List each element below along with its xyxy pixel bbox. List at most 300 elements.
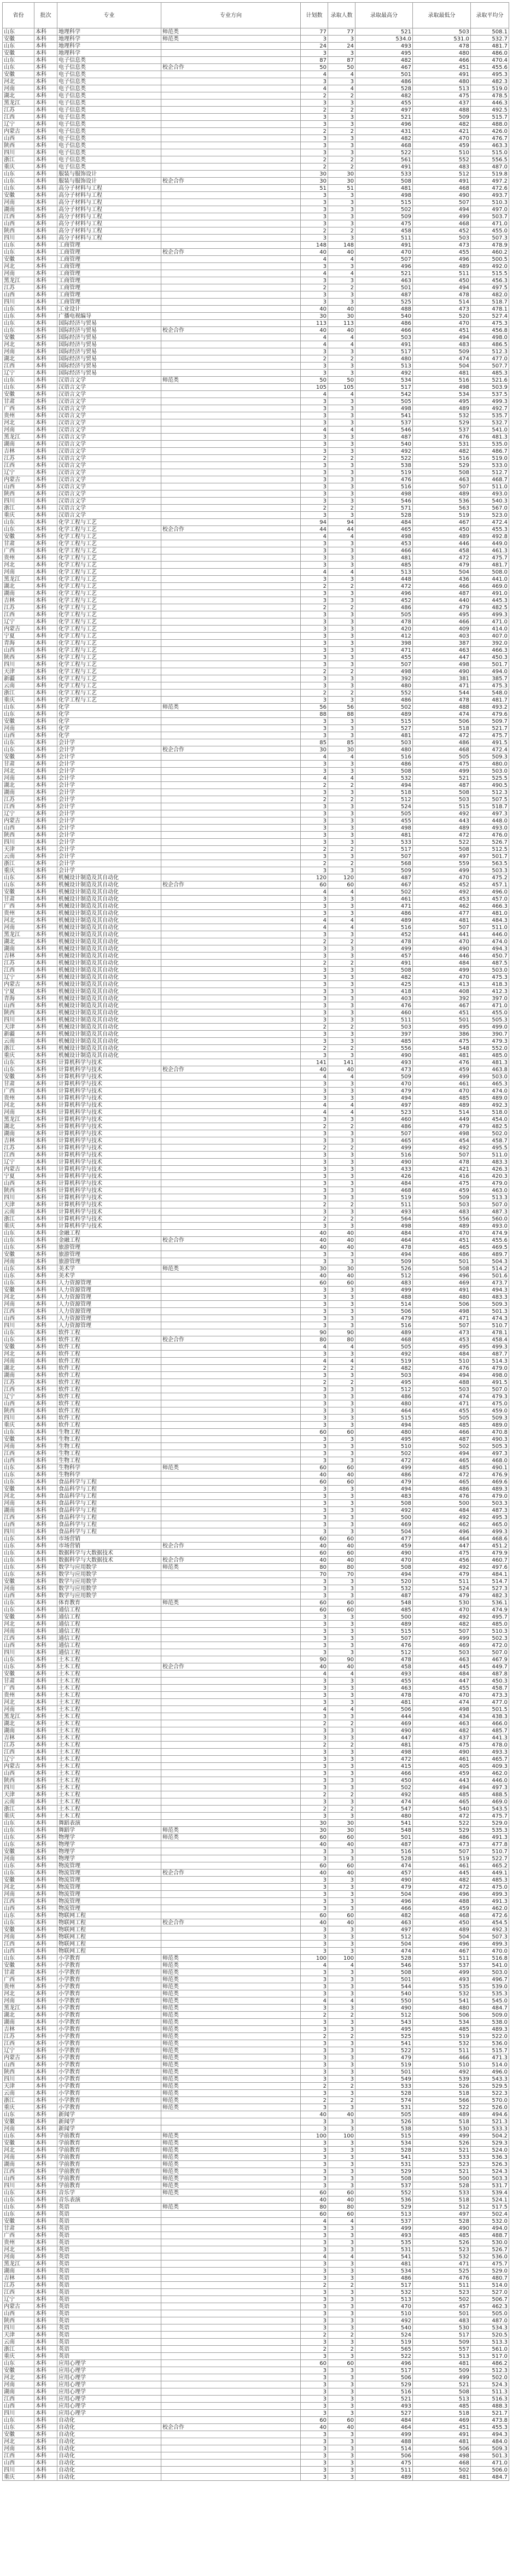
- table-row: [3, 817, 509, 825]
- cell-min-score: 473: [413, 1329, 471, 1336]
- cell-admitted: 3: [328, 412, 355, 419]
- cell-batch: 本科: [34, 78, 57, 85]
- cell-province: 山东: [3, 1265, 34, 1272]
- cell-major: 软件工程: [57, 1351, 161, 1358]
- cell-min-score: 528: [413, 2218, 471, 2225]
- cell-province: 江西: [3, 1941, 34, 1948]
- cell-admitted: 3: [328, 100, 355, 107]
- cell-major: 软件工程: [57, 1415, 161, 1422]
- cell-province: 河北: [3, 562, 34, 569]
- table-row: [3, 647, 509, 654]
- cell-direction: [161, 654, 301, 661]
- table-row: [3, 476, 509, 483]
- cell-avg-score: 478.1: [471, 306, 509, 313]
- cell-province: 安徽: [3, 71, 34, 78]
- cell-max-score: 509: [355, 1258, 413, 1265]
- cell-province: 天津: [3, 1024, 34, 1031]
- cell-admitted: 3: [328, 697, 355, 704]
- cell-batch: 本科: [34, 796, 57, 803]
- cell-admitted: 3: [328, 647, 355, 654]
- table-row: [3, 313, 509, 320]
- cell-admitted: 4: [328, 533, 355, 540]
- cell-direction: [161, 583, 301, 590]
- cell-min-score: 532: [413, 1990, 471, 1997]
- cell-admitted: 60: [328, 1607, 355, 1614]
- cell-min-score: 403: [413, 633, 471, 640]
- cell-max-score: 565: [355, 2346, 413, 2353]
- cell-avg-score: 420.3: [471, 1173, 509, 1180]
- cell-admitted: 3: [328, 291, 355, 299]
- cell-min-score: 413: [413, 981, 471, 988]
- cell-plan: 3: [301, 945, 328, 953]
- cell-max-score: 466: [355, 547, 413, 554]
- cell-min-score: 540: [413, 1806, 471, 1813]
- cell-max-score: 486: [355, 320, 413, 327]
- cell-plan: 3: [301, 867, 328, 874]
- cell-batch: 本科: [34, 2289, 57, 2296]
- cell-batch: 本科: [34, 2275, 57, 2282]
- cell-direction: [161, 2452, 301, 2460]
- cell-avg-score: 468.7: [471, 476, 509, 483]
- cell-min-score: 482: [413, 121, 471, 128]
- cell-batch: 本科: [34, 611, 57, 618]
- cell-plan: 2: [301, 355, 328, 363]
- cell-admitted: 4: [328, 2253, 355, 2260]
- cell-max-score: 476: [355, 476, 413, 483]
- cell-province: 河南: [3, 2154, 34, 2161]
- cell-admitted: 3: [328, 732, 355, 739]
- cell-direction: 师范类: [161, 2168, 301, 2175]
- cell-avg-score: 489.3: [471, 1486, 509, 1493]
- cell-province: 山西: [3, 2460, 34, 2467]
- table-row: [3, 1123, 509, 1130]
- cell-max-score: 515: [355, 718, 413, 725]
- cell-major: 国际经济与贸易: [57, 363, 161, 370]
- cell-direction: [161, 945, 301, 953]
- cell-min-score: 488: [413, 1379, 471, 1386]
- cell-plan: 60: [301, 1607, 328, 1614]
- cell-min-score: 509: [413, 348, 471, 355]
- cell-province: 河北: [3, 263, 34, 270]
- cell-direction: [161, 235, 301, 242]
- cell-direction: [161, 597, 301, 604]
- cell-max-score: 479: [355, 1088, 413, 1095]
- cell-admitted: 2: [328, 2083, 355, 2090]
- cell-min-score: 519: [413, 2033, 471, 2040]
- cell-batch: 本科: [34, 2310, 57, 2317]
- cell-admitted: 3: [328, 2147, 355, 2154]
- cell-province: 四川: [3, 235, 34, 242]
- cell-direction: [161, 739, 301, 746]
- cell-max-score: 499: [355, 945, 413, 953]
- cell-admitted: 3: [328, 1585, 355, 1592]
- cell-admitted: 3: [328, 476, 355, 483]
- cell-admitted: 4: [328, 270, 355, 277]
- cell-plan: 3: [301, 1287, 328, 1294]
- cell-avg-score: 479.0: [471, 1180, 509, 1187]
- table-row: [3, 149, 509, 156]
- cell-major: 软件工程: [57, 1365, 161, 1372]
- cell-plan: 3: [301, 2147, 328, 2154]
- cell-max-score: 528: [355, 2147, 413, 2154]
- cell-max-score: 481: [355, 1742, 413, 1749]
- cell-avg-score: 509.3: [471, 1301, 509, 1308]
- cell-admitted: 3: [328, 2410, 355, 2417]
- cell-batch: 本科: [34, 1230, 57, 1237]
- cell-max-score: 531: [355, 2161, 413, 2168]
- cell-direction: [161, 1479, 301, 1486]
- cell-major: 机械设计制造及其自动化: [57, 910, 161, 917]
- cell-admitted: 3: [328, 967, 355, 974]
- cell-province: 黑龙江: [3, 931, 34, 938]
- cell-plan: 3: [301, 1436, 328, 1443]
- cell-major: 机械设计制造及其自动化: [57, 960, 161, 967]
- cell-max-score: 499: [355, 2225, 413, 2232]
- cell-max-score: 484: [355, 2417, 413, 2424]
- cell-direction: [161, 1208, 301, 1216]
- cell-province: 江西: [3, 1386, 34, 1393]
- cell-min-score: 521: [413, 2168, 471, 2175]
- cell-plan: 3: [301, 78, 328, 85]
- cell-admitted: 50: [328, 377, 355, 384]
- cell-direction: [161, 967, 301, 974]
- cell-avg-score: 491.5: [471, 1379, 509, 1386]
- cell-max-score: 488: [355, 306, 413, 313]
- cell-batch: 本科: [34, 1692, 57, 1699]
- cell-direction: [161, 1820, 301, 1827]
- cell-province: 山东: [3, 28, 34, 36]
- table-row: [3, 1080, 509, 1088]
- cell-min-score: 480: [413, 1294, 471, 1301]
- cell-major: 化学工程与工艺: [57, 533, 161, 540]
- cell-province: 云南: [3, 2090, 34, 2097]
- cell-direction: [161, 92, 301, 100]
- cell-min-score: 470: [413, 1088, 471, 1095]
- cell-max-score: 412: [355, 633, 413, 640]
- cell-major: 小学教育: [57, 2047, 161, 2054]
- cell-direction: [161, 668, 301, 675]
- table-row: [3, 1208, 509, 1216]
- cell-avg-score: 461.3: [471, 547, 509, 554]
- cell-direction: [161, 2388, 301, 2396]
- table-row: [3, 448, 509, 455]
- cell-avg-score: 512.7: [471, 469, 509, 476]
- cell-max-score: 482: [355, 974, 413, 981]
- cell-admitted: 3: [328, 1393, 355, 1400]
- cell-plan: 3: [301, 363, 328, 370]
- table-row: [3, 1990, 509, 1997]
- cell-min-score: 478: [413, 291, 471, 299]
- cell-direction: [161, 761, 301, 768]
- cell-max-score: 512: [355, 1386, 413, 1393]
- cell-max-score: 504: [355, 1891, 413, 1898]
- cell-major: 高分子材料与工程: [57, 192, 161, 199]
- cell-direction: [161, 1649, 301, 1656]
- cell-avg-score: 475.7: [471, 2260, 509, 2268]
- cell-avg-score: 539.4: [471, 2189, 509, 2197]
- cell-admitted: 3: [328, 910, 355, 917]
- table-row: [3, 1770, 509, 1777]
- cell-max-score: 470: [355, 1557, 413, 1564]
- table-row: [3, 903, 509, 910]
- table-row: [3, 1905, 509, 1912]
- cell-plan: 3: [301, 50, 328, 57]
- cell-admitted: 3: [328, 2438, 355, 2445]
- table-row: [3, 2353, 509, 2360]
- cell-batch: 本科: [34, 817, 57, 825]
- cell-major: 小学教育: [57, 2090, 161, 2097]
- cell-direction: [161, 1152, 301, 1159]
- cell-max-score: 541: [355, 2154, 413, 2161]
- cell-min-score: 488: [413, 704, 471, 711]
- cell-batch: 本科: [34, 178, 57, 185]
- cell-major: 化学工程与工艺: [57, 682, 161, 690]
- cell-direction: [161, 270, 301, 277]
- cell-avg-score: 462.0: [471, 1770, 509, 1777]
- cell-max-score: 518: [355, 789, 413, 796]
- cell-direction: [161, 441, 301, 448]
- cell-admitted: 3: [328, 2353, 355, 2360]
- cell-direction: 师范类: [161, 377, 301, 384]
- cell-province: 山东: [3, 320, 34, 327]
- cell-batch: 本科: [34, 1720, 57, 1727]
- cell-province: 河南: [3, 2381, 34, 2388]
- cell-max-score: 490: [355, 1159, 413, 1166]
- cell-admitted: 2: [328, 782, 355, 789]
- cell-max-score: 537: [355, 419, 413, 427]
- cell-avg-score: 509.3: [471, 2445, 509, 2452]
- cell-max-score: 512: [355, 1272, 413, 1280]
- cell-direction: [161, 533, 301, 540]
- cell-plan: 3: [301, 618, 328, 626]
- cell-province: 湖南: [3, 1372, 34, 1379]
- cell-min-score: 446: [413, 953, 471, 960]
- cell-direction: [161, 1692, 301, 1699]
- table-row: [3, 782, 509, 789]
- cell-min-score: 494: [413, 1784, 471, 1791]
- cell-plan: 3: [301, 981, 328, 988]
- table-row: [3, 334, 509, 341]
- cell-admitted: 3: [328, 817, 355, 825]
- cell-province: 安徽: [3, 36, 34, 43]
- cell-avg-score: 535.0: [471, 441, 509, 448]
- cell-plan: 2: [301, 1216, 328, 1223]
- cell-province: 江苏: [3, 1144, 34, 1152]
- cell-batch: 本科: [34, 1386, 57, 1393]
- cell-direction: 校企合作: [161, 1663, 301, 1670]
- cell-province: 河北: [3, 1699, 34, 1706]
- cell-direction: [161, 1201, 301, 1208]
- cell-plan: 3: [301, 554, 328, 562]
- cell-province: 山东: [3, 306, 34, 313]
- cell-province: 吉林: [3, 1734, 34, 1742]
- cell-min-score: 466: [413, 2054, 471, 2061]
- cell-avg-score: 475.3: [471, 974, 509, 981]
- cell-avg-score: 426.0: [471, 128, 509, 135]
- table-row: [3, 889, 509, 896]
- cell-avg-score: 472.4: [471, 746, 509, 753]
- cell-province: 河北: [3, 1351, 34, 1358]
- cell-batch: 本科: [34, 1216, 57, 1223]
- cell-max-score: 548: [355, 1827, 413, 1834]
- cell-major: 化学: [57, 704, 161, 711]
- cell-admitted: 3: [328, 1080, 355, 1088]
- admission-score-sheet: [2, 2, 509, 2481]
- cell-avg-score: 454.0: [471, 1116, 509, 1123]
- cell-avg-score: 526.0: [471, 2104, 509, 2111]
- cell-admitted: 94: [328, 519, 355, 526]
- cell-major: 高分子材料与工程: [57, 235, 161, 242]
- cell-admitted: 60: [328, 1479, 355, 1486]
- cell-admitted: 3: [328, 441, 355, 448]
- cell-batch: 本科: [34, 753, 57, 761]
- cell-max-score: 485: [355, 562, 413, 569]
- cell-batch: 本科: [34, 2111, 57, 2118]
- cell-admitted: 3: [328, 1635, 355, 1642]
- cell-batch: 本科: [34, 1265, 57, 1272]
- cell-batch: 本科: [34, 1372, 57, 1379]
- cell-batch: 本科: [34, 2431, 57, 2438]
- cell-avg-score: 474.3: [471, 1315, 509, 1322]
- cell-min-score: 479: [413, 604, 471, 611]
- cell-avg-score: 465.3: [471, 1080, 509, 1088]
- cell-direction: [161, 2125, 301, 2133]
- cell-batch: 本科: [34, 2474, 57, 2481]
- cell-direction: [161, 917, 301, 924]
- cell-direction: [161, 242, 301, 249]
- cell-min-score: 461: [413, 1756, 471, 1763]
- cell-min-score: 387: [413, 640, 471, 647]
- cell-major: 学前教育: [57, 2147, 161, 2154]
- cell-avg-score: 479.0: [471, 1365, 509, 1372]
- cell-plan: 77: [301, 28, 328, 36]
- cell-direction: [161, 1898, 301, 1905]
- table-row: [3, 2175, 509, 2182]
- cell-batch: 本科: [34, 2452, 57, 2460]
- cell-plan: 4: [301, 889, 328, 896]
- table-row: [3, 917, 509, 924]
- cell-direction: [161, 448, 301, 455]
- cell-min-score: 502: [413, 2467, 471, 2474]
- table-row: [3, 569, 509, 576]
- cell-admitted: 3: [328, 2040, 355, 2047]
- table-row: [3, 213, 509, 220]
- cell-plan: 3: [301, 434, 328, 441]
- cell-avg-score: 502.4: [471, 2211, 509, 2218]
- cell-batch: 本科: [34, 2083, 57, 2090]
- cell-plan: 3: [301, 1678, 328, 1685]
- cell-batch: 本科: [34, 931, 57, 938]
- cell-province: 河北: [3, 341, 34, 348]
- cell-min-score: 467: [413, 519, 471, 526]
- cell-direction: [161, 220, 301, 227]
- cell-admitted: 3: [328, 121, 355, 128]
- cell-min-score: 485: [413, 2232, 471, 2239]
- cell-direction: [161, 1244, 301, 1251]
- cell-major: 汉语言文学: [57, 419, 161, 427]
- cell-province: 河北: [3, 917, 34, 924]
- cell-direction: [161, 1187, 301, 1194]
- table-row: [3, 2111, 509, 2118]
- cell-major: 计算机科学与技术: [57, 1080, 161, 1088]
- cell-plan: 3: [301, 1159, 328, 1166]
- cell-min-score: 480: [413, 78, 471, 85]
- cell-admitted: 30: [328, 746, 355, 753]
- table-row: [3, 1791, 509, 1798]
- cell-min-score: 526: [413, 2140, 471, 2147]
- cell-max-score: 521: [355, 114, 413, 121]
- table-row: [3, 1564, 509, 1571]
- cell-avg-score: 493.0: [471, 825, 509, 832]
- cell-province: 内蒙古: [3, 2303, 34, 2310]
- cell-major: 小学教育: [57, 1990, 161, 1997]
- cell-avg-score: 455.6: [471, 64, 509, 71]
- cell-admitted: 3: [328, 1578, 355, 1585]
- cell-min-score: 470: [413, 1607, 471, 1614]
- cell-min-score: 485: [413, 1095, 471, 1102]
- table-row: [3, 1827, 509, 1834]
- table-row: [3, 2225, 509, 2232]
- cell-min-score: 480: [413, 50, 471, 57]
- cell-major: 人力资源管理: [57, 1315, 161, 1322]
- cell-avg-score: 466.3: [471, 903, 509, 910]
- cell-direction: [161, 50, 301, 57]
- cell-min-score: 541: [413, 1997, 471, 2005]
- cell-direction: [161, 1351, 301, 1358]
- cell-avg-score: 445.3: [471, 597, 509, 604]
- cell-major: 会计学: [57, 746, 161, 753]
- table-row: [3, 1386, 509, 1393]
- cell-province: 山东: [3, 1429, 34, 1436]
- cell-max-score: 534: [355, 2140, 413, 2147]
- cell-plan: 3: [301, 1166, 328, 1173]
- cell-major: 旅游管理: [57, 1251, 161, 1258]
- cell-avg-score: 491.0: [471, 590, 509, 597]
- cell-max-score: 532: [355, 2289, 413, 2296]
- cell-avg-score: 479.3: [471, 1393, 509, 1400]
- cell-batch: 本科: [34, 1941, 57, 1948]
- table-row: [3, 1059, 509, 1066]
- cell-batch: 本科: [34, 1599, 57, 1607]
- cell-batch: 本科: [34, 341, 57, 348]
- cell-province: 陕西: [3, 2069, 34, 2076]
- table-row: [3, 547, 509, 554]
- cell-admitted: 2: [328, 1379, 355, 1386]
- cell-province: 山东: [3, 1955, 34, 1962]
- cell-avg-score: 446.3: [471, 100, 509, 107]
- cell-plan: 3: [301, 1009, 328, 1017]
- cell-batch: 本科: [34, 1187, 57, 1194]
- cell-min-score: 492: [413, 1564, 471, 1571]
- cell-min-score: 534: [413, 391, 471, 398]
- cell-batch: 本科: [34, 981, 57, 988]
- cell-province: 贵州: [3, 910, 34, 917]
- cell-province: 山东: [3, 1066, 34, 1073]
- cell-direction: [161, 2438, 301, 2445]
- cell-min-score: 509: [413, 2367, 471, 2374]
- cell-province: 山东: [3, 2197, 34, 2204]
- cell-province: 湖南: [3, 441, 34, 448]
- cell-province: 广西: [3, 1976, 34, 1983]
- cell-plan: 60: [301, 2417, 328, 2424]
- cell-major: 生物工程: [57, 1429, 161, 1436]
- cell-major: 会计学: [57, 803, 161, 810]
- cell-admitted: 3: [328, 1166, 355, 1173]
- cell-major: 汉语言文学: [57, 405, 161, 412]
- cell-major: 食品科学与工程: [57, 1528, 161, 1535]
- cell-batch: 本科: [34, 2118, 57, 2125]
- cell-province: 江西: [3, 1635, 34, 1642]
